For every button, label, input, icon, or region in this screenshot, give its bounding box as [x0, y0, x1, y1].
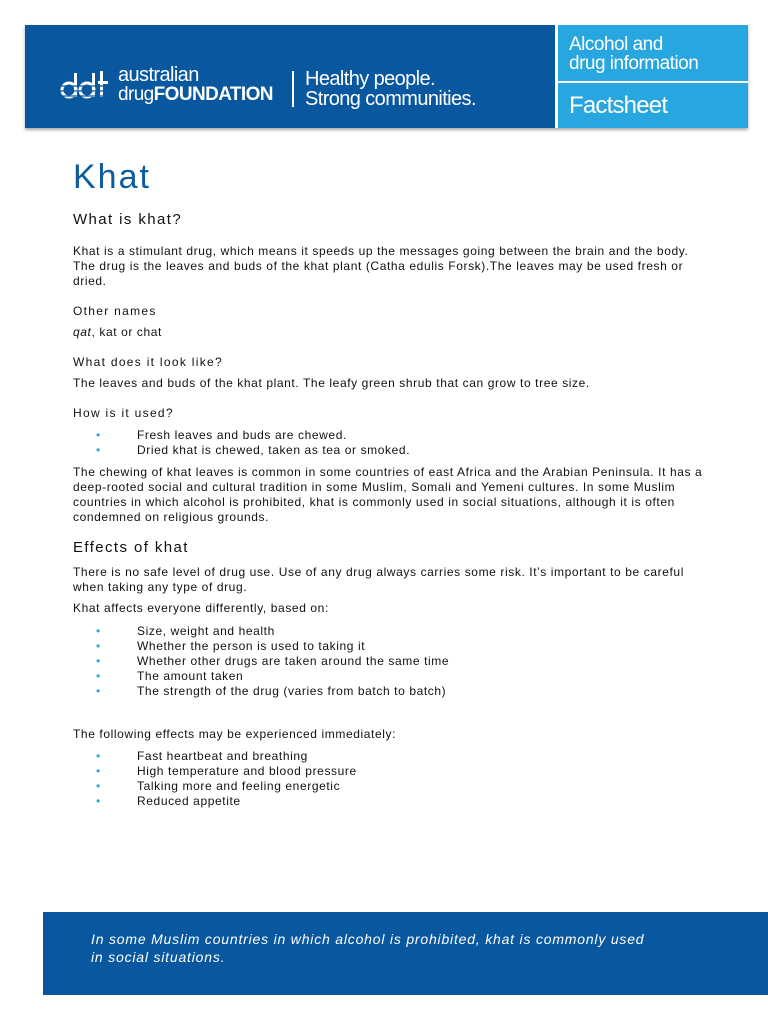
tagline-divider: [292, 71, 294, 107]
panel-heading-line2: drug information: [569, 53, 699, 74]
list-item: • Dried khat is chewed, taken as tea or smoked.: [73, 443, 703, 458]
para-how-used: The chewing of khat leaves is common in some countries of east Africa and the Arabian Peninsula. It has a deep-rooted social and cultural tradition in some Muslim, Somali and Yemeni cultures. In some Muslim countries in which alcohol is prohibited, khat is commonly used in social situations, although it is often condemned on religious grounds.: [73, 465, 703, 524]
list-effects-immediate: [73, 749, 703, 809]
list-item: • Fast heartbeat and breathing: [73, 749, 703, 764]
list-effects-factors: [73, 624, 703, 699]
para-other-names: [73, 325, 162, 340]
para-effects-1: There is no safe level of drug use. Use of any drug always carries some risk. It’s important to be careful when taking any type of drug.: [73, 565, 684, 594]
list-item: • Whether other drugs are taken around the same time: [73, 654, 703, 669]
list-item: • Size, weight and health: [73, 624, 703, 639]
para-what-is: Khat is a stimulant drug, which means it speeds up the messages going between the brain and the body. The drug is the leaves and buds of the khat plant (Catha edulis Forsk).The leaves may be used fresh or dried.: [73, 244, 689, 288]
heading-other-names: Other names: [73, 304, 157, 318]
factsheet-panel: [555, 25, 748, 128]
list-item: • The strength of the drug (varies from batch to batch): [73, 684, 703, 699]
heading-how-used: How is it used?: [73, 406, 174, 420]
other-names-rest: , kat or chat: [91, 325, 162, 339]
list-item: • Whether the person is used to taking it: [73, 639, 703, 654]
page-title: Khat: [73, 158, 151, 196]
tagline: [305, 69, 476, 109]
org-name-line1: australian: [118, 64, 199, 86]
org-name: [118, 66, 273, 104]
heading-what-is: What is khat?: [73, 211, 183, 228]
list-item: • Reduced appetite: [73, 794, 703, 809]
org-name-foundation: FOUNDATION: [153, 84, 273, 105]
list-item: • High temperature and blood pressure: [73, 764, 703, 779]
org-name-drug: drug: [118, 84, 154, 105]
panel-heading: [569, 35, 698, 73]
list-item: • The amount taken: [73, 669, 703, 684]
para-effects-2: Khat affects everyone differently, based on:: [73, 601, 329, 615]
org-name-line2: [118, 85, 273, 104]
heading-effects: Effects of khat: [73, 539, 189, 556]
panel-separator: [555, 81, 748, 83]
adf-logo-icon: [60, 69, 112, 101]
tagline-line1: Healthy people.: [305, 68, 435, 90]
para-effects-3: The following effects may be experienced immediately:: [73, 727, 397, 741]
panel-heading-line1: Alcohol and: [569, 34, 663, 55]
heading-look-like: What does it look like?: [73, 355, 223, 369]
callout-box: [43, 912, 768, 995]
factsheet-label: Factsheet: [569, 92, 668, 119]
panel-divider: [555, 25, 558, 128]
callout-text: In some Muslim countries in which alcohol is prohibited, khat is commonly used in social situations.: [91, 931, 645, 965]
list-item: • Talking more and feeling energetic: [73, 779, 703, 794]
para-look-like: The leaves and buds of the khat plant. The leafy green shrub that can grow to tree size.: [73, 376, 590, 390]
header-banner: [25, 25, 748, 128]
list-how-used: [73, 428, 703, 458]
other-name-qat: qat: [73, 325, 92, 339]
list-item: • Fresh leaves and buds are chewed.: [73, 428, 703, 443]
tagline-line2: Strong communities.: [305, 88, 476, 110]
